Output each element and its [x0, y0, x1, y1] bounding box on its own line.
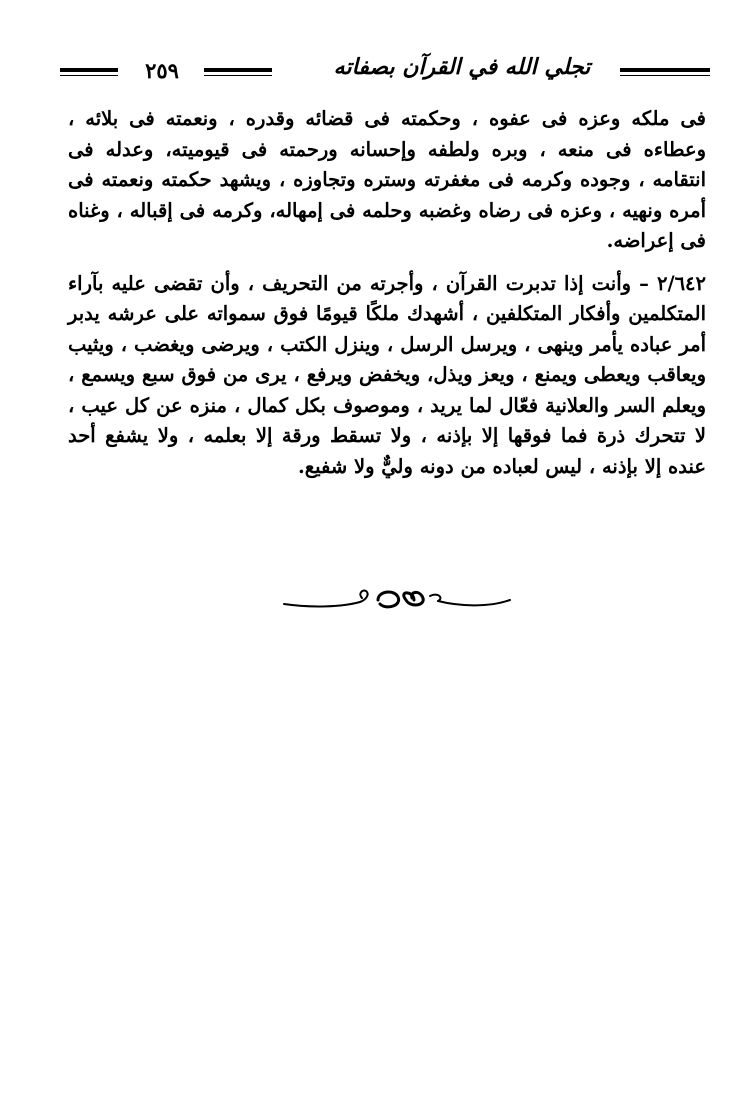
header-rule-left — [60, 68, 118, 76]
paragraph-1: فى ملكه وعزه فى عفوه ، وحكمته فى قضائه وقدره ، ونعمته فى بلائه ، وعطاءه فى منعه ، وبره ولطفه وإحسانه ورحمته فى قيوميته، وعدله فى انتقامه ، وجوده وكرمه فى مغفرته وستره وتجاوزه ، ويشهد حكمته ونعمته فى أمره ونهيه ، وعزه فى رضاه وغضبه وحلمه فى إمهاله، وكرمه فى إقباله ، وغناه فى إعراضه. — [68, 107, 706, 252]
page-header — [60, 44, 710, 88]
ornament-divider — [282, 582, 512, 618]
header-rule-right — [620, 68, 710, 76]
page-number: ٢٥٩ — [145, 58, 179, 83]
running-title: تجلي الله في القرآن بصفاته — [333, 54, 591, 80]
header-rule-middle — [204, 68, 272, 76]
paragraph-2: ٢/٦٤٢ – وأنت إذا تدبرت القرآن ، وأجرته من التحريف ، وأن تقضى عليه بآراء المتكلمين وأفكار المتكلفين ، أشهدك ملكًا قيومًا فوق سمواته على عرشه يدبر أمر عباده يأمر وينهى ، ويرسل الرسل ، وينزل الكتب ، ويرضى ويغضب ، ويثيب ويعاقب ويعطى ويمنع ، ويعز ويذل، ويخفض ويرفع ، يرى من فوق سبع ويسمع ، ويعلم السر والعلانية فعّال لما يريد ، وموصوف بكل كمال ، منزه عن كل عيب ، لا تتحرك ذرة فما فوقها إلا بإذنه ، ولا تسقط ورقة إلا بعلمه ، ولا يشفع أحد عنده إلا بإذنه ، ليس لعباده من دونه وليٌّ ولا شفيع. — [68, 271, 706, 478]
body-text — [68, 104, 706, 482]
